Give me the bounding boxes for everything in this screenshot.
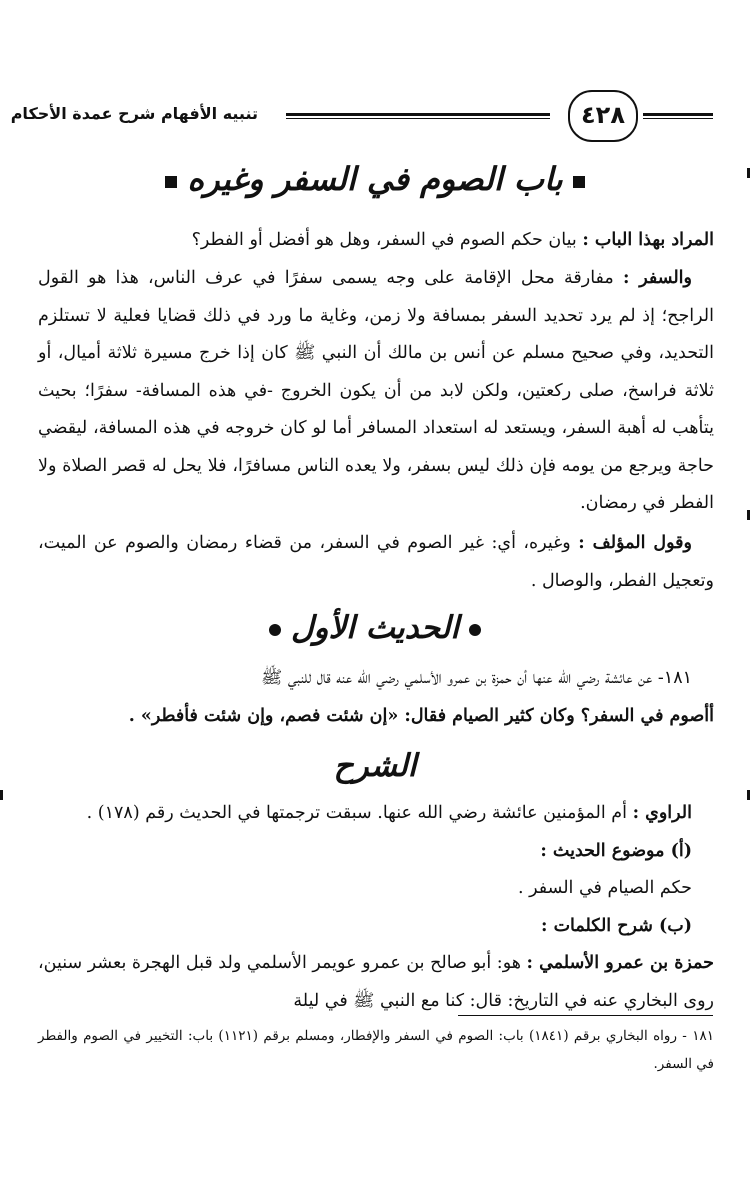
square-bullet-icon [573, 176, 585, 188]
hamza-label: حمزة بن عمرو الأسلمي : [526, 953, 714, 973]
chapter-title [40, 160, 710, 198]
intent-label: المراد بهذا الباب : [582, 230, 714, 250]
running-header [10, 96, 713, 136]
footnote-rule [458, 1015, 713, 1016]
hadith-line-2: أأصوم في السفر؟ وكان كثير الصيام فقال: «إن شئت فصم، وإن شئت فأفطر» . [128, 705, 714, 726]
intent-text: بيان حكم الصوم في السفر، وهل هو أفضل أو الفطر؟ [191, 230, 577, 250]
footnote: ١٨١ - رواه البخاري برقم (١٨٤١) باب: الصوم في السفر والإفطار، ومسلم برقم (١١٢١) باب: التخيير في الصوم والفطر في السفر. [38, 1028, 714, 1072]
hadith-line-1: ١٨١- عن عائشة رضي الله عنها أن حمزة بن عمرو الأسلمي رضي الله عنه قال للنبي ﷺ [261, 668, 692, 688]
author-paragraph [38, 525, 714, 600]
travel-label: والسفر : [623, 268, 692, 288]
page-number: ٤٢٨ [568, 90, 638, 142]
explanation-body [38, 795, 714, 1020]
round-bullet-icon [269, 624, 281, 636]
hamza-paragraph [38, 945, 714, 1020]
book-title: تنبيه الأفهام شرح عمدة الأحكام [10, 104, 258, 123]
author-label: وقول المؤلف : [578, 533, 692, 553]
words-heading: (ب) شرح الكلمات : [541, 915, 692, 936]
chapter-title-text: باب الصوم في السفر وغيره [187, 160, 563, 198]
topic-heading: (أ) موضوع الحديث : [540, 840, 692, 861]
author-text: وغيره، أي: غير الصوم في السفر، من قضاء رمضان والصوم عن الميت، وتعجيل الفطر، والوصال . [38, 533, 714, 591]
hadith-section-title [40, 610, 710, 646]
hadith-section-title-text: الحديث الأول [291, 610, 459, 646]
topic-text: حكم الصيام في السفر . [517, 878, 692, 898]
square-bullet-icon [165, 176, 177, 188]
hamza-text: هو: أبو صالح بن عمرو عويمر الأسلمي ولد قبل الهجرة بعشر سنين، روى البخاري عنه في التاريخ: قال: كنا مع النبي ﷺ في ليلة [38, 953, 714, 1011]
intro-paragraph [38, 222, 714, 260]
round-bullet-icon [469, 624, 481, 636]
travel-text: مفارقة محل الإقامة على وجه يسمى سفرًا في عرف الناس، هذا هو القول الراجح؛ إذ لم يرد تحديد السفر بمسافة ولا زمن، وغاية ما ورد في ذلك قضايا فعلية لا تستلزم التحديد، وفي صحيح مسلم عن أنس بن مالك أن النبي ﷺ كان إذا خرج مسيرة ثلاثة أميال، أو ثلاثة فراسخ، صلى ركعتين، ولكن لابد من أن يكون الخروج -في هذه المسافة- سفرًا؛ بحيث يتأهب له أهبة السفر، ويستعد له استعداد المسافر أما لو كان خروجه في هذه المسافة، ليقضي حاجة ويرجع من يومه فإن ذلك ليس بسفر، ولا يعده الناس مسافرًا، فلا يحل له قصر الصلاة ولا الفطر في رمضان. [38, 268, 714, 513]
header-rule-right [643, 113, 713, 119]
narrator-text: أم المؤمنين عائشة رضي الله عنها. سبقت ترجمتها في الحديث رقم (١٧٨) . [86, 803, 627, 823]
header-rule-left [286, 113, 550, 119]
narrator-line [38, 795, 714, 833]
margin-tick [0, 790, 3, 800]
hadith-text [38, 660, 714, 735]
explanation-title: الشرح [333, 748, 417, 784]
narrator-label: الراوي : [632, 803, 692, 823]
travel-paragraph [38, 260, 714, 523]
